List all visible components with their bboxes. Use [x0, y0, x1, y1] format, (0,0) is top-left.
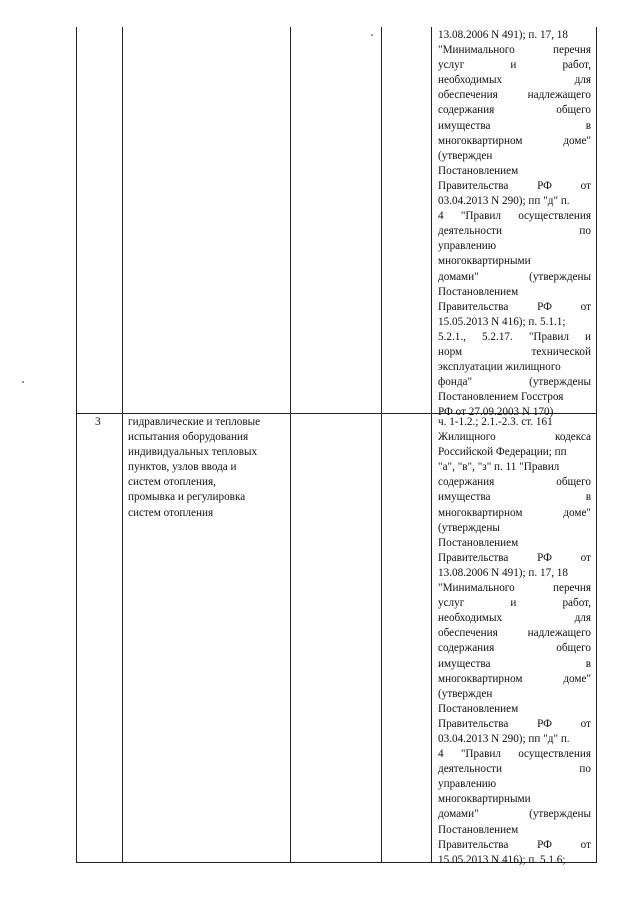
- text-word: "Правил: [528, 330, 569, 343]
- column-divider-3: [381, 27, 382, 863]
- column-divider-2: [290, 27, 291, 863]
- text-line: [438, 430, 591, 445]
- text-word: и: [510, 59, 517, 72]
- text-line: [438, 641, 591, 656]
- text-line: 03.04.2013 N 290); пп "д" п.: [438, 195, 570, 208]
- text-word: услуг: [438, 597, 465, 610]
- text-word: фонда": [438, 376, 473, 389]
- text-word: (утверждены: [529, 808, 591, 821]
- text-line: [438, 747, 591, 762]
- text-line: [438, 224, 591, 239]
- text-line: [438, 838, 591, 853]
- text-line: 15.05.2013 N 416); п. 5.1.6;: [438, 853, 566, 866]
- cell-legal-basis-row3: [438, 415, 591, 868]
- text-word: "Правил: [460, 748, 501, 761]
- column-divider-1: [122, 27, 123, 863]
- text-line: [438, 490, 591, 505]
- text-word: в: [585, 657, 591, 670]
- text-word: Правительства: [438, 300, 509, 313]
- text-line: (утвержден: [438, 149, 493, 162]
- text-line: Постановлением: [438, 702, 519, 715]
- text-word: перечня: [553, 44, 591, 57]
- text-line: 03.04.2013 N 290); пп "д" п.: [438, 732, 570, 745]
- text-word: по: [579, 763, 591, 776]
- text-line: систем отопления: [128, 506, 214, 519]
- text-line: [438, 762, 591, 777]
- text-word: и: [510, 597, 517, 610]
- text-line: [438, 300, 591, 315]
- text-word: для: [574, 612, 591, 625]
- text-line: [438, 345, 591, 360]
- text-word: "Минимального: [438, 582, 515, 595]
- text-word: многоквартирном: [438, 134, 523, 147]
- text-word: обеспечения: [438, 89, 498, 102]
- table-border-right: [596, 27, 597, 863]
- cell-description: [128, 415, 284, 521]
- text-word: содержания: [438, 104, 495, 117]
- text-word: 5.2.17.: [482, 330, 513, 343]
- text-word: домами": [438, 808, 479, 821]
- text-line: [438, 43, 591, 58]
- table-border-left: [76, 27, 77, 863]
- text-word: общего: [556, 476, 591, 489]
- text-word: имущества: [438, 657, 491, 670]
- text-word: от: [580, 300, 591, 313]
- text-word: осуществления: [518, 748, 591, 761]
- text-word: обеспечения: [438, 627, 498, 640]
- text-line: [438, 475, 591, 490]
- text-line: [438, 596, 591, 611]
- text-line: [438, 506, 591, 521]
- text-line: [438, 119, 591, 134]
- text-word: содержания: [438, 476, 495, 489]
- text-line: Постановлением: [438, 285, 519, 298]
- text-line: 13.08.2006 N 491); п. 17, 18: [438, 29, 568, 41]
- text-line: [438, 179, 591, 194]
- text-word: кодекса: [554, 431, 591, 444]
- text-line: Постановлением: [438, 164, 519, 177]
- text-line: испытания оборудования: [128, 431, 249, 444]
- text-word: деятельности: [438, 225, 503, 238]
- text-line: [438, 551, 591, 566]
- text-word: для: [574, 74, 591, 87]
- text-word: (утверждены: [529, 376, 591, 389]
- text-line: Постановлением: [438, 536, 519, 549]
- text-word: Правительства: [438, 551, 509, 564]
- text-word: РФ: [537, 179, 552, 192]
- text-word: от: [580, 551, 591, 564]
- column-divider-4: [431, 27, 432, 863]
- text-word: общего: [556, 642, 591, 655]
- text-line: многоквартирными: [438, 793, 531, 806]
- text-word: 4: [438, 748, 444, 761]
- text-word: услуг: [438, 59, 465, 72]
- text-line: Постановлением Госстроя: [438, 391, 564, 404]
- text-line: [438, 270, 591, 285]
- text-word: доме": [563, 134, 591, 147]
- text-word: от: [580, 838, 591, 851]
- text-word: РФ: [537, 717, 552, 730]
- text-line: (утвержден: [438, 687, 493, 700]
- text-word: (утверждены: [529, 270, 591, 283]
- text-word: работ,: [562, 597, 591, 610]
- text-line: многоквартирными: [438, 255, 531, 268]
- text-line: [438, 626, 591, 641]
- text-line: гидравлические и тепловые: [128, 416, 261, 428]
- text-line: промывка и регулировка: [128, 491, 246, 504]
- text-word: многоквартирном: [438, 506, 523, 519]
- text-word: РФ: [537, 300, 552, 313]
- text-line: систем отопления,: [128, 476, 216, 489]
- text-line: (утверждены: [438, 521, 500, 534]
- text-word: осуществления: [518, 210, 591, 223]
- text-word: надлежащего: [527, 89, 591, 102]
- text-word: необходимых: [438, 612, 503, 625]
- text-line: индивидуальных тепловых: [128, 446, 258, 459]
- text-word: 5.2.1.,: [438, 330, 466, 343]
- text-word: в: [585, 491, 591, 504]
- scan-speck: [22, 381, 24, 383]
- text-line: [438, 58, 591, 73]
- row-number: 3: [95, 416, 101, 428]
- text-word: имущества: [438, 119, 491, 132]
- text-word: РФ: [537, 551, 552, 564]
- text-word: доме": [563, 672, 591, 685]
- text-word: "Минимального: [438, 44, 515, 57]
- text-word: Правительства: [438, 838, 509, 851]
- text-word: общего: [556, 104, 591, 117]
- text-line: Постановлением: [438, 823, 519, 836]
- text-line: [438, 209, 591, 224]
- text-word: работ,: [562, 59, 591, 72]
- text-line: [438, 73, 591, 88]
- text-line: управлению: [438, 240, 497, 253]
- text-word: Правительства: [438, 179, 509, 192]
- text-word: надлежащего: [527, 627, 591, 640]
- text-word: 4: [438, 210, 444, 223]
- cell-legal-basis-top: [438, 28, 591, 420]
- text-line: пунктов, узлов ввода и: [128, 461, 237, 474]
- text-word: имущества: [438, 491, 491, 504]
- text-word: от: [580, 717, 591, 730]
- text-word: деятельности: [438, 763, 503, 776]
- text-line: 15.05.2013 N 416); п. 5.1.1;: [438, 315, 566, 328]
- text-word: доме": [563, 506, 591, 519]
- text-line: [438, 375, 591, 390]
- text-line: РФ от 27.09.2003 N 170): [438, 406, 554, 419]
- text-word: необходимых: [438, 74, 503, 87]
- text-word: перечня: [553, 582, 591, 595]
- text-line: 13.08.2006 N 491); п. 17, 18: [438, 566, 568, 579]
- text-line: [438, 717, 591, 732]
- text-word: Правительства: [438, 717, 509, 730]
- text-line: управлению: [438, 778, 497, 791]
- text-line: "а", "в", "з" п. 11 "Правил: [438, 461, 560, 474]
- text-word: и: [584, 330, 591, 343]
- text-line: [438, 657, 591, 672]
- text-word: по: [579, 225, 591, 238]
- text-line: [438, 134, 591, 149]
- text-line: [438, 88, 591, 103]
- text-line: [438, 672, 591, 687]
- text-word: технической: [531, 345, 591, 358]
- text-line: [438, 807, 591, 822]
- text-word: РФ: [537, 838, 552, 851]
- text-line: [438, 581, 591, 596]
- text-line: эксплуатации жилищного: [438, 361, 561, 374]
- text-word: Жилищного: [438, 431, 496, 444]
- text-word: в: [585, 119, 591, 132]
- text-line: [438, 611, 591, 626]
- text-line: ч. 1-1.2.; 2.1.-2.3. ст. 161: [438, 416, 553, 428]
- text-word: "Правил: [460, 210, 501, 223]
- text-word: домами": [438, 270, 479, 283]
- text-line: [438, 103, 591, 118]
- text-word: содержания: [438, 642, 495, 655]
- text-word: норм: [438, 345, 463, 358]
- text-line: [438, 330, 591, 345]
- scan-speck: [371, 34, 373, 36]
- text-word: многоквартирном: [438, 672, 523, 685]
- text-word: от: [580, 179, 591, 192]
- text-line: Российской Федерации; пп: [438, 446, 567, 459]
